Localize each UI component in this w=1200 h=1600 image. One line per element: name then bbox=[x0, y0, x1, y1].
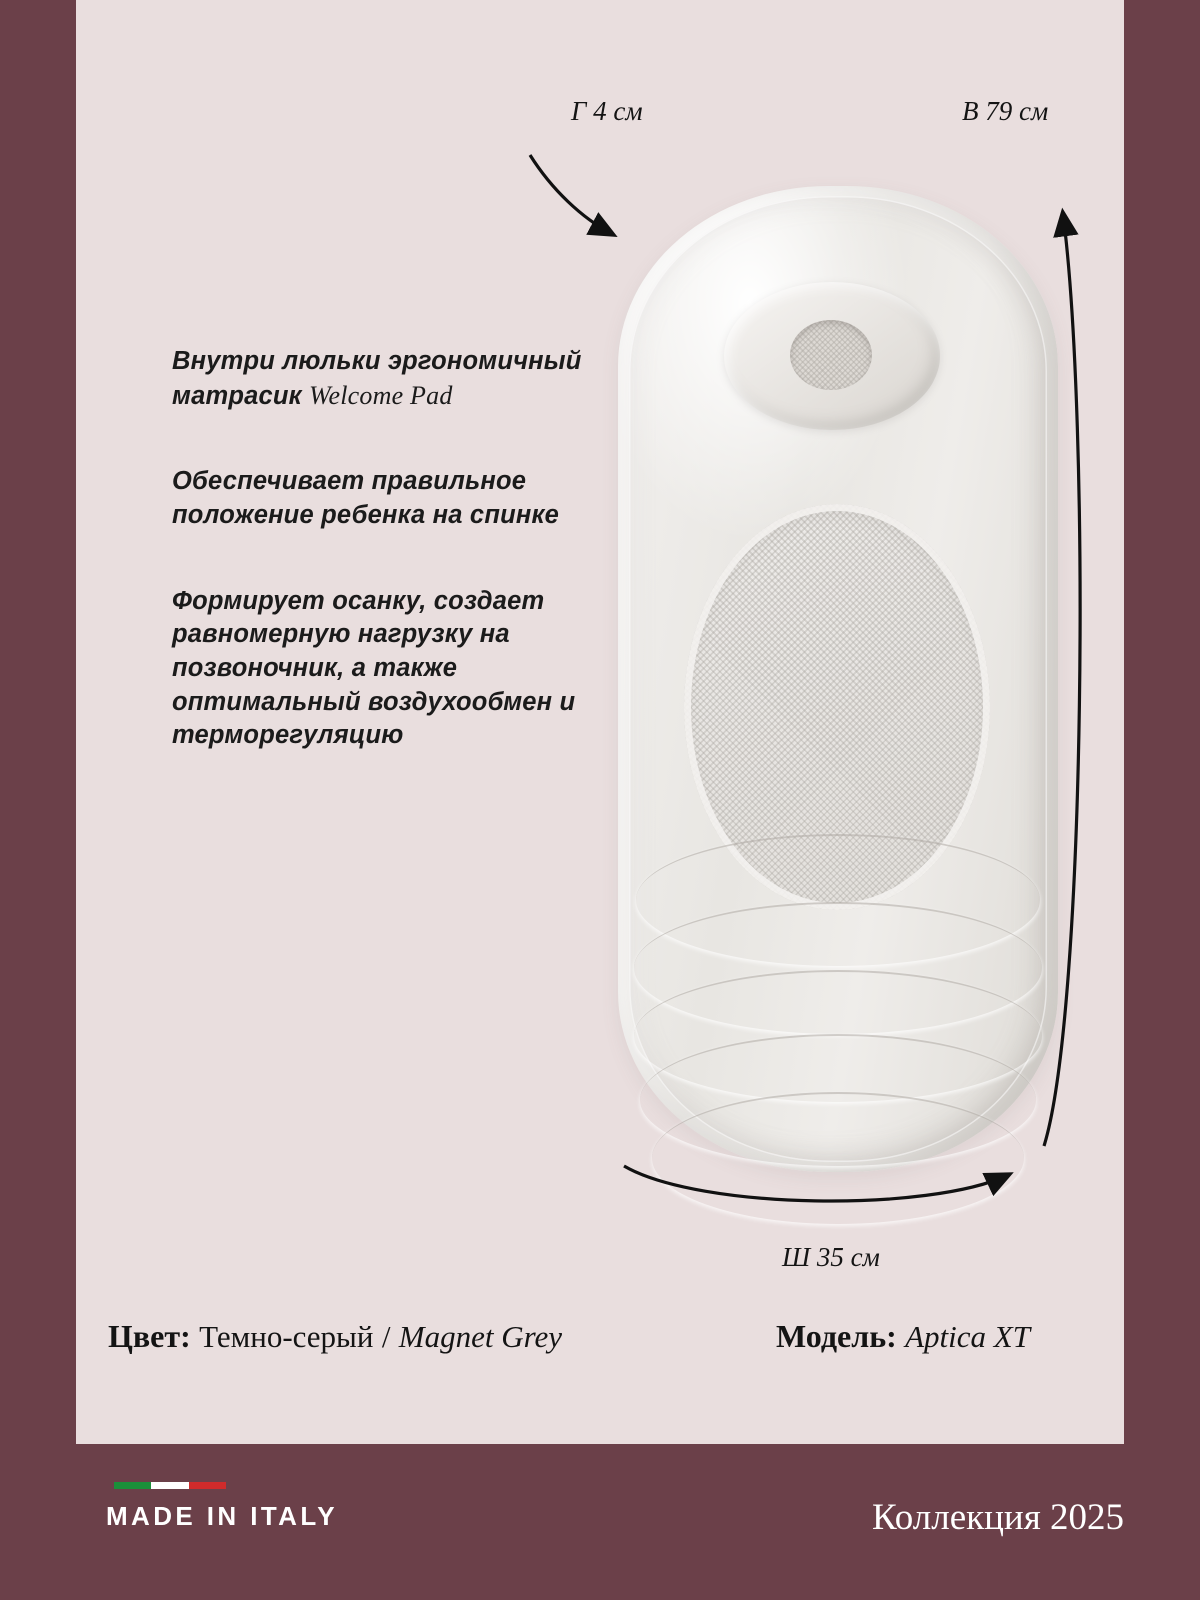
dimension-label-width: Ш 35 см bbox=[782, 1242, 880, 1272]
model-label: Модель: bbox=[776, 1318, 897, 1354]
product-info-row bbox=[76, 1318, 1124, 1388]
feature-1-emphasis: Welcome Pad bbox=[309, 380, 453, 410]
color-info bbox=[108, 1318, 562, 1355]
flag-stripe-green bbox=[114, 1482, 151, 1489]
dimension-label-depth: Г 4 см bbox=[571, 96, 643, 126]
feature-item-2 bbox=[172, 465, 592, 532]
feature-list bbox=[172, 345, 592, 805]
mattress-body bbox=[618, 186, 1058, 1172]
collection-label: Коллекция bbox=[871, 1497, 1041, 1538]
dimension-label-height: В 79 см bbox=[962, 96, 1049, 126]
collection-year: 2025 bbox=[1050, 1497, 1124, 1538]
made-in-italy-text: MADE IN ITALY bbox=[106, 1501, 338, 1531]
quilt-rib bbox=[652, 1092, 1024, 1224]
feature-2-text: Обеспечивает правильное положение ребенка на спинке bbox=[172, 467, 559, 529]
color-value-ru: Темно-серый bbox=[199, 1319, 374, 1354]
head-mesh-insert bbox=[790, 320, 872, 390]
feature-3-text: Формирует осанку, создает равномерную нагрузку на позвоночник, а также оптимальный воздухообмен и терморегуляцию bbox=[172, 586, 576, 750]
color-separator: / bbox=[381, 1319, 391, 1354]
product-image bbox=[618, 186, 1058, 1172]
color-value-en: Magnet Grey bbox=[398, 1319, 563, 1354]
color-label: Цвет: bbox=[108, 1318, 191, 1354]
collection-info bbox=[872, 1496, 1124, 1539]
head-support-ring bbox=[724, 282, 940, 430]
model-value: Aptica XT bbox=[905, 1319, 1030, 1354]
flag-stripe-red bbox=[189, 1482, 226, 1489]
feature-item-3 bbox=[172, 585, 592, 753]
footer-bar bbox=[0, 1444, 1200, 1600]
made-in-italy-badge bbox=[106, 1482, 376, 1532]
feature-1-text: Внутри люльки эргономичный матрасик bbox=[172, 347, 582, 410]
model-info bbox=[776, 1318, 1030, 1355]
italy-flag-icon bbox=[114, 1482, 226, 1489]
flag-stripe-white bbox=[151, 1482, 188, 1489]
feature-item-1 bbox=[172, 345, 592, 413]
